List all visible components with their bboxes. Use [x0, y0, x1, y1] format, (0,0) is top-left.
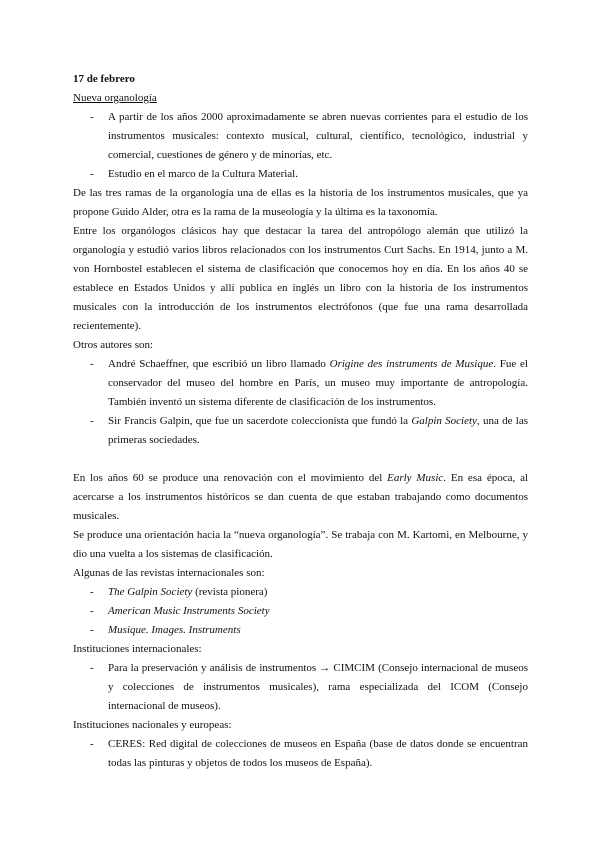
bullet-marker: -: [90, 168, 94, 180]
bullet-text: The Galpin Society (revista pionera): [108, 586, 268, 598]
bullet-text: CERES: Red digital de colecciones de museos en España (base de datos donde se encuentran todas las pinturas y objetos de todos los museos de España).: [108, 738, 528, 769]
journal-item: [73, 602, 528, 621]
bullet-marker: -: [90, 624, 94, 636]
bullet-marker: -: [90, 662, 94, 674]
journal-title: American Music Instruments Society: [108, 605, 270, 617]
bullet-marker: -: [90, 586, 94, 598]
bullet-item: [73, 108, 528, 165]
bullet-text: Para la preservación y análisis de instrumentos → CIMCIM (Consejo internacional de museos y colecciones de instrumentos musicales), rama especializada del ICOM (Consejo internacional de museos).: [108, 662, 528, 712]
bullet-item: [73, 735, 528, 773]
journal-title: The Galpin Society: [108, 586, 193, 598]
bullet-marker: -: [90, 415, 94, 427]
bullet-text: A partir de los años 2000 aproximadamente se abren nuevas corrientes para el estudio de los instrumentos musicales: contexto musical, cultural, científico, tecnológico, industrial y comercial, cuestiones de género y de minorías, etc.: [108, 111, 528, 161]
bullet-text: Sir Francis Galpin, que fue un sacerdote coleccionista que fundó la Galpin Society, una de las primeras sociedades.: [108, 415, 528, 446]
bullet-item-schaeffner: [73, 355, 528, 412]
bullet-marker: -: [90, 111, 94, 123]
bullet-item-galpin: [73, 412, 528, 450]
bullet-item: [73, 659, 528, 716]
journal-item: [73, 583, 528, 602]
journal-title: Musique. Images. Instruments: [108, 624, 241, 636]
spacer: [73, 450, 528, 469]
bullet-marker: -: [90, 738, 94, 750]
paragraph-clasicos: Entre los organólogos clásicos hay que destacar la tarea del antropólogo alemán que utilizó la organología y estudió varios libros relacionados con los instrumentos Curt Sachs. En 1914, junto a M. von Hornbostel establecen el sistema de clasificación que conocemos hoy en día. En los años 40 se establece en Estados Unidos y allí publica en inglés un libro con la historia de los instrumentos musicales con la introducción de los instrumentos electrófonos (que fue una rama desarrollada recientemente).: [73, 225, 528, 332]
paragraph-early-music: En los años 60 se produce una renovación con el movimiento del Early Music. En esa época, al acercarse a los instrumentos históricos se dan cuenta de que estaban trabajando como documentos musicales.: [73, 472, 529, 522]
journal-item: [73, 621, 528, 640]
paragraph-ramas: De las tres ramas de la organología una de ellas es la historia de los instrumentos musicales, que ya propone Guido Alder, otra es la rama de la museología y la última es la taxonomía.: [73, 187, 528, 218]
date-heading: 17 de febrero: [73, 73, 135, 85]
movement-title: Early Music: [387, 472, 444, 484]
bullet-text: [108, 602, 528, 621]
instituciones-nacionales-label: Instituciones nacionales y europeas:: [73, 719, 232, 731]
bullet-item: [73, 165, 528, 184]
revistas-label: Algunas de las revistas internacionales son:: [73, 567, 265, 579]
otros-autores-label: Otros autores son:: [73, 339, 154, 351]
bullet-marker: -: [90, 358, 94, 370]
book-title: Origine des instruments de Musique: [329, 358, 494, 370]
paragraph-kartomi: Se produce una orientación hacia la “nueva organología”. Se trabaja con M. Kartomi, en Melbourne, y dio una vuelta a los sistemas de clasificación.: [73, 529, 528, 560]
bullet-text: Estudio en el marco de la Cultura Material.: [108, 168, 298, 180]
section-title: Nueva organología: [73, 92, 157, 104]
bullet-marker: -: [90, 605, 94, 617]
instituciones-internacionales-label: Instituciones internacionales:: [73, 643, 202, 655]
society-title: Galpin Society: [411, 415, 477, 427]
bullet-text: André Schaeffner, que escribió un libro llamado Origine des instruments de Musique. Fue el conservador del museo del hombre en París, un museo muy importante de antropología. También inventó un sistema diferente de clasificación de los instrumentos.: [108, 358, 528, 408]
bullet-text: [108, 621, 528, 640]
